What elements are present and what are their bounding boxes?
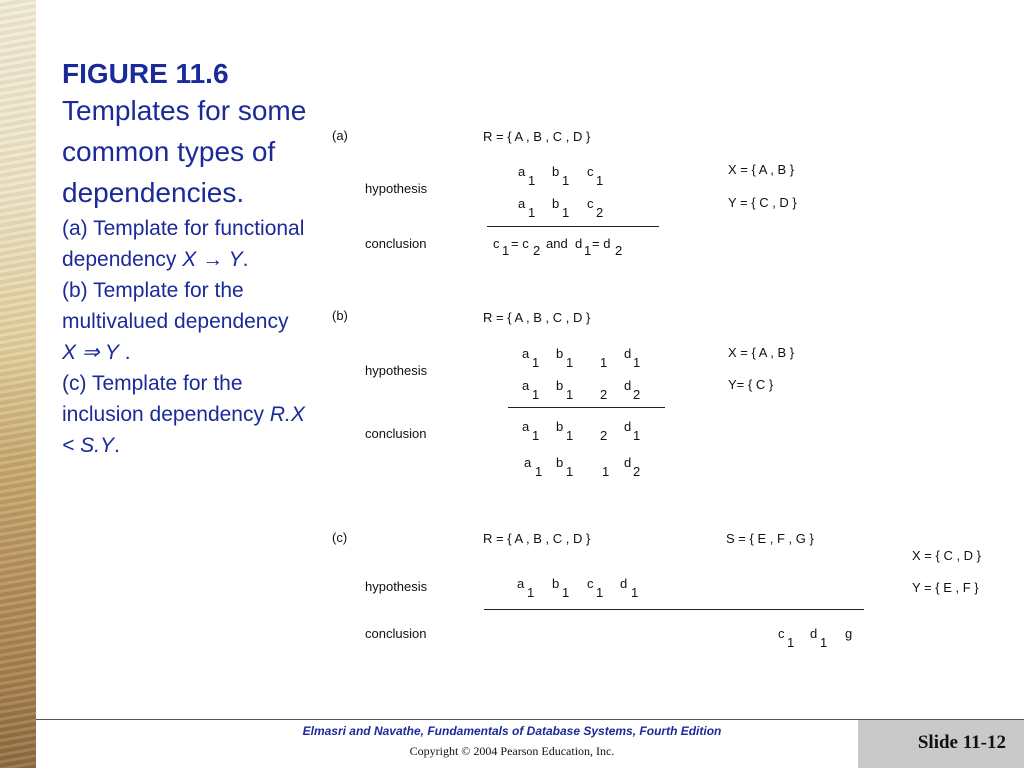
cell: c [493, 236, 500, 251]
caption-b: (b) Template for the multivalued dependency X ⇒ Y . [62, 279, 289, 364]
cell: = c [511, 236, 529, 251]
cell: b [552, 196, 560, 211]
cell: a [522, 419, 530, 434]
panel-a-divider [487, 226, 659, 227]
cell: a [522, 346, 530, 361]
footer-copyright: Copyright © 2004 Pearson Education, Inc. [409, 744, 615, 758]
cell: 1 [600, 355, 608, 370]
caption-a-formula: X → Y [182, 248, 243, 271]
subscript: 2 [615, 243, 623, 258]
panel-b-x-set: X = { A , B } [728, 345, 795, 360]
panel-b-hypothesis-label: hypothesis [365, 363, 428, 378]
cell: d [624, 378, 632, 393]
cell: c [587, 164, 594, 179]
figure-label: FIGURE 11.6 [62, 58, 229, 89]
panel-c-x-set: X = { C , D } [912, 548, 982, 563]
cell: 2 [600, 428, 608, 443]
cell: b [552, 164, 560, 179]
panel-b-relation: R = { A , B , C , D } [483, 310, 591, 325]
subscript: 1 [562, 205, 570, 220]
cell: b [556, 378, 564, 393]
cell: a [518, 164, 526, 179]
cell: a [524, 455, 532, 470]
subscript: 1 [566, 387, 574, 402]
slide-number-box [858, 720, 1024, 768]
cell: b [556, 346, 564, 361]
panel-a-relation: R = { A , B , C , D } [483, 129, 591, 144]
panel-c-conclusion-label: conclusion [365, 626, 427, 641]
cell: d [575, 236, 583, 251]
cell: a [522, 378, 530, 393]
panel-a-conclusion-label: conclusion [365, 236, 427, 251]
subscript: 1 [532, 387, 540, 402]
subscript: 1 [528, 173, 536, 188]
subscript: 1 [820, 635, 828, 650]
slide-number: Slide 11-12 [917, 732, 1006, 753]
subscript: 1 [566, 428, 574, 443]
subscript: 1 [631, 585, 639, 600]
panel-a-label: (a) [332, 128, 348, 143]
cell: g [845, 626, 853, 641]
panel-c-relation-s: S = { E , F , G } [726, 531, 814, 546]
subscript: 1 [787, 635, 795, 650]
cell: 1 [602, 464, 610, 479]
subscript: 1 [562, 585, 570, 600]
subscript: 1 [633, 355, 641, 370]
panel-b-label: (b) [332, 308, 348, 323]
cell: d [624, 419, 632, 434]
subscript: 1 [596, 173, 604, 188]
subscript: 1 [633, 428, 641, 443]
subscript: 1 [566, 355, 574, 370]
cell: c [587, 196, 594, 211]
panel-c-hypothesis-label: hypothesis [365, 579, 428, 594]
subscript: 1 [502, 243, 510, 258]
decorative-sand-strip [0, 0, 36, 768]
subscript: 1 [562, 173, 570, 188]
subscript: 1 [528, 205, 536, 220]
panel-c-relation-r: R = { A , B , C , D } [483, 531, 591, 546]
cell: = d [592, 236, 611, 251]
caption-a-text: (a) Template for functional dependency [62, 217, 305, 271]
panel-c-y-set: Y = { E , F } [912, 580, 979, 595]
subscript: 2 [633, 464, 641, 479]
panel-b-divider [508, 407, 665, 408]
cell: and [546, 236, 568, 251]
cell: 2 [600, 387, 608, 402]
panel-c-label: (c) [332, 530, 348, 545]
panel-a-y-set: Y = { C , D } [728, 195, 797, 210]
subscript: 1 [527, 585, 535, 600]
panel-b-y-set: Y= { C } [728, 377, 774, 392]
caption-c-formula: R.X < S.Y [62, 403, 305, 457]
figure-caption [62, 58, 307, 461]
cell: c [587, 576, 594, 591]
caption-c-text: (c) Template for the inclusion dependency [62, 372, 264, 426]
subscript: 1 [584, 243, 592, 258]
cell: d [624, 455, 632, 470]
subscript: 2 [533, 243, 541, 258]
cell: d [810, 626, 818, 641]
book-text: Elmasri and Navathe, Fundamentals of Database Systems, [302, 724, 637, 738]
cell: b [556, 419, 564, 434]
subscript: 1 [596, 585, 604, 600]
subscript: 1 [532, 428, 540, 443]
subscript: 1 [535, 464, 543, 479]
subscript: 2 [633, 387, 641, 402]
caption-a: (a) Template for functional dependency X → Y. [62, 217, 305, 271]
cell: b [552, 576, 560, 591]
cell: a [518, 196, 526, 211]
cell: a [517, 576, 525, 591]
cell: c [778, 626, 785, 641]
subscript: 1 [566, 464, 574, 479]
caption-c: (c) Template for the inclusion dependency R.X < S.Y. [62, 372, 305, 457]
cell: d [624, 346, 632, 361]
panel-a-hypothesis-label: hypothesis [365, 181, 428, 196]
subscript: 2 [596, 205, 604, 220]
panel-a-x-set: X = { A , B } [728, 162, 795, 177]
figure-title: Templates for some common types of dependencies. [62, 95, 307, 208]
cell: d [620, 576, 628, 591]
panel-c-divider [484, 609, 864, 610]
panel-b-conclusion-label: conclusion [365, 426, 427, 441]
edition-text: Fourth Edition [639, 724, 722, 738]
subscript: 1 [532, 355, 540, 370]
caption-b-text: (b) Template for the multivalued dependency [62, 279, 289, 333]
cell: b [556, 455, 564, 470]
caption-b-formula: X ⇒ Y [62, 341, 119, 364]
